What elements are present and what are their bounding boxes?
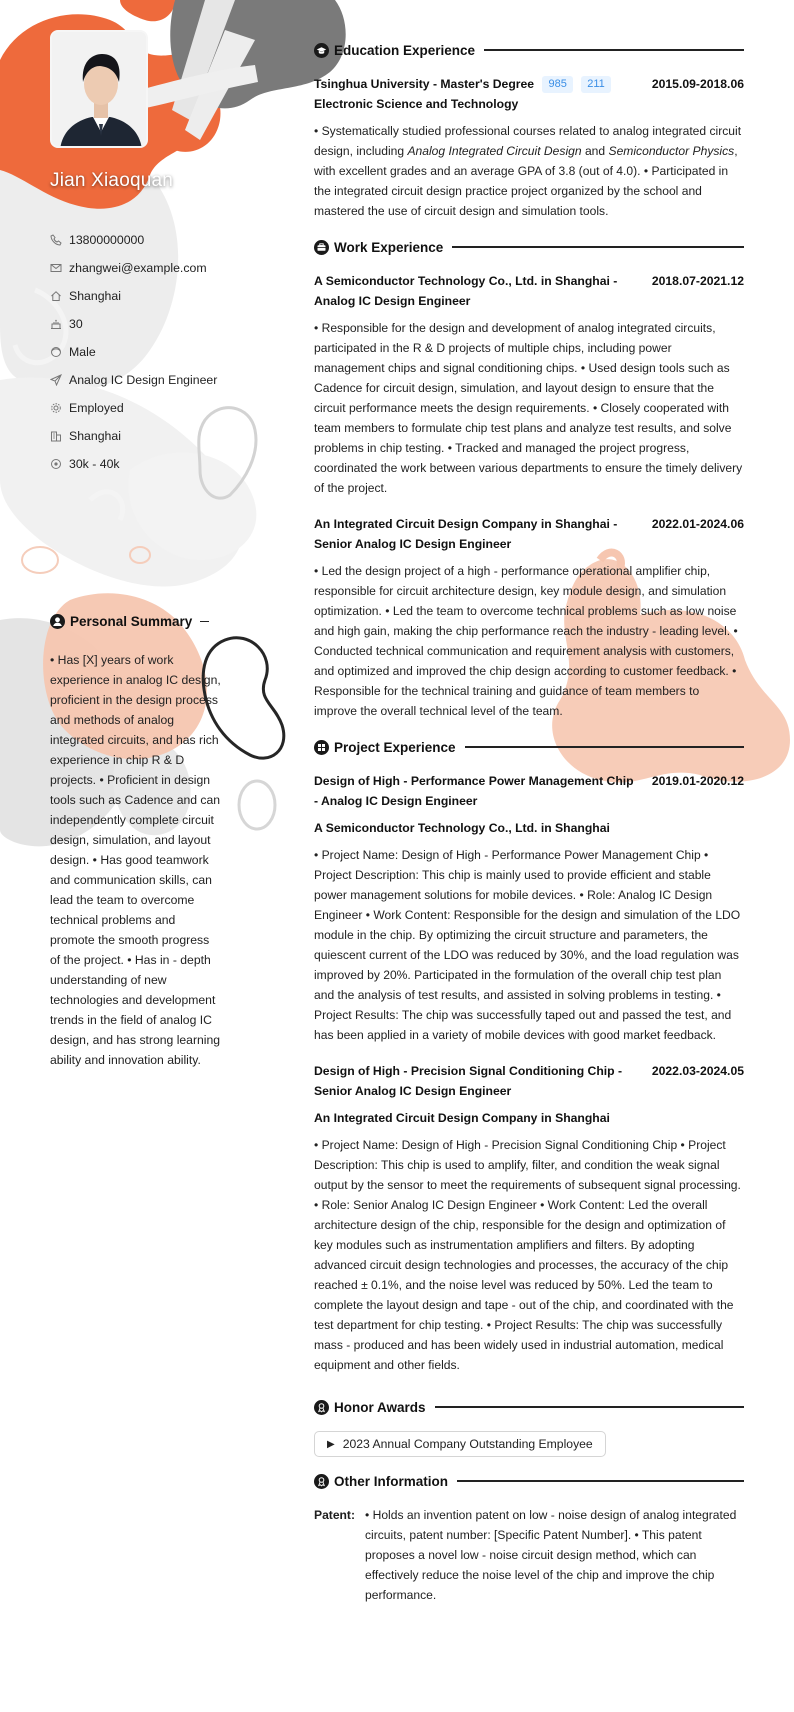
- candidate-name: Jian Xiaoquan: [50, 170, 174, 191]
- info-phone: [50, 231, 250, 250]
- work-divider: [452, 246, 744, 247]
- patent-row: [314, 1505, 744, 1605]
- home-icon: [50, 290, 62, 302]
- project-entry: [314, 771, 744, 1045]
- grid-icon: [314, 740, 329, 755]
- patent-label: Patent:: [314, 1508, 355, 1522]
- info-salary-value: 30k - 40k: [69, 457, 120, 471]
- project-divider: [465, 746, 744, 747]
- briefcase-icon: [314, 240, 329, 255]
- honors-section: [314, 1397, 744, 1471]
- project-entry: [314, 1061, 744, 1375]
- education-divider: [484, 49, 744, 50]
- summary-text: • Has [X] years of work experience in analog IC design, proficient in the design process and methods of analog integrated circuits, and has rich experience in chip R & D projects. • Proficient in design tools such as Cadence and can independently complete circuit design, simulation, and layout design. • Has good teamwork and communication skills, can lead the team to overcome technical problems and promote the smooth progress of the project. • Has in - depth understanding of new technologies and development trends in the field of analog IC design, and has strong learning ability and innovation ability.: [50, 653, 221, 1067]
- info-city: [50, 427, 250, 446]
- honors-title: Honor Awards: [334, 1399, 426, 1415]
- education-title: Education Experience: [334, 42, 476, 58]
- other-heading: [314, 1471, 744, 1491]
- project-entry-date: 2022.03-2024.05: [651, 1064, 744, 1078]
- cake-icon: [50, 318, 62, 330]
- education-school-line: [314, 74, 611, 94]
- medal-icon: [314, 1474, 329, 1489]
- project-title: Project Experience: [334, 739, 456, 755]
- info-gender: [50, 343, 250, 362]
- work-entry-title: A Semiconductor Technology Co., Ltd. in Shanghai - Analog IC Design Engineer: [314, 274, 618, 308]
- course-analog-ic: Analog Integrated Circuit Design: [407, 144, 582, 158]
- work-entry-date: 2018.07-2021.12: [651, 274, 744, 288]
- info-position: [50, 371, 250, 390]
- honor-item[interactable]: [314, 1431, 606, 1457]
- project-section: [314, 737, 744, 1375]
- send-icon: [50, 374, 62, 386]
- other-section: [314, 1471, 744, 1605]
- course-semiconductor-physics: Semiconductor Physics: [608, 144, 735, 158]
- honor-item-label: 2023 Annual Company Outstanding Employee: [342, 1437, 593, 1451]
- summary-divider: [200, 621, 209, 622]
- info-status: [50, 399, 250, 418]
- phone-icon: [50, 234, 62, 246]
- graduation-cap-icon: [314, 43, 329, 58]
- summary-heading: [50, 614, 209, 629]
- work-entry-description: • Led the design project of a high - performance operational amplifier chip, responsible for circuit architecture design, key module design, and simulation optimization. • Led the team to overcome technical problems such as low noise and high gain, making the chip performance reach the industry - leading level. • Conducted technical communication and requirement analysis with customers, and optimized and improved the chip design according to customer feedback. • Responsible for the technical training and guidance of team members to improve the overall technical level of the team.: [314, 564, 738, 718]
- other-title: Other Information: [334, 1473, 448, 1489]
- badge-211: 211: [581, 76, 611, 93]
- play-icon: ▶: [327, 1438, 335, 1450]
- work-entry-title: An Integrated Circuit Design Company in Shanghai - Senior Analog IC Design Engineer: [314, 517, 618, 551]
- award-icon: [314, 1400, 329, 1415]
- main-content: [314, 40, 744, 1605]
- info-salary: [50, 455, 250, 474]
- work-title: Work Experience: [334, 239, 444, 255]
- badge-985: 985: [542, 76, 572, 93]
- info-status-value: Employed: [69, 401, 124, 415]
- contact-info-list: [50, 231, 250, 483]
- project-entry-description: • Project Name: Design of High - Performance Power Management Chip • Project Description: This chip is mainly used to provide efficient and stable power management solutions for mobile devices. • Role: Analog IC Design Engineer • Work Content: Responsible for the design and simulation of the LDO module in the chip. By optimizing the circuit structure and parameters, the quiescent current of the LDO was reduced by 30%, and the load regulation was improved by 20%. Participated in the formulation of the overall chip test plan and the analysis of test results, and assisted in solving problems in testing. • Project Results: The chip was successfully taped out and passed the test, and has been applied in a variety of mobile devices with good market feedback.: [314, 848, 741, 1042]
- work-entry-description: • Responsible for the design and development of analog integrated circuits, participated in the R & D projects of multiple chips, including power management chips and signal conditioning chips. • Used design tools such as Cadence for circuit design, simulation, and layout design to ensure that the circuit performance meets the design requirements. • Closely cooperated with team members to formulate chip test plans and analyze test results, and solve problems in chip testing. • Tracked and managed the project progress, coordinated the work between various departments to ensure the timely delivery of the project.: [314, 321, 743, 495]
- work-heading: [314, 237, 744, 257]
- user-circle-icon: [50, 614, 65, 629]
- project-entry-company: A Semiconductor Technology Co., Ltd. in Shanghai: [314, 821, 610, 835]
- sidebar: [0, 0, 280, 1712]
- project-entry-title: Design of High - Precision Signal Conditioning Chip - Senior Analog IC Design Engineer: [314, 1064, 623, 1098]
- info-location-value: Shanghai: [69, 289, 121, 303]
- info-location: [50, 287, 250, 306]
- info-phone-value: 13800000000: [69, 233, 145, 247]
- other-divider: [457, 1480, 744, 1481]
- email-icon: [50, 262, 62, 274]
- building-icon: [50, 430, 62, 442]
- info-email-value: zhangwei@example.com: [69, 261, 207, 275]
- work-section: [314, 237, 744, 721]
- coin-icon: [50, 458, 62, 470]
- info-email: [50, 259, 250, 278]
- education-school: Tsinghua University - Master's Degree: [314, 77, 535, 91]
- education-entry: [314, 74, 744, 221]
- info-gender-value: Male: [69, 345, 96, 359]
- gear-icon: [50, 402, 62, 414]
- honors-divider: [435, 1406, 744, 1407]
- project-entry-company: An Integrated Circuit Design Company in Shanghai: [314, 1111, 610, 1125]
- info-position-value: Analog IC Design Engineer: [69, 373, 218, 387]
- education-section: [314, 40, 744, 221]
- gender-icon: [50, 346, 62, 358]
- work-entry: [314, 514, 744, 721]
- honors-heading: [314, 1397, 744, 1417]
- summary-title: Personal Summary: [70, 614, 193, 629]
- education-description: • Systematically studied professional courses related to analog integrated circuit design, including Analog Integrated Circuit Design and Semiconductor Physics, with excellent grades and an average GPA of 3.8 (out of 4.0). • Participated in the integrated circuit design practice project organized by the school and mastered the use of circuit design and simulation tools.: [314, 124, 742, 218]
- avatar: [52, 32, 148, 148]
- education-major: Electronic Science and Technology: [314, 97, 519, 111]
- info-age-value: 30: [69, 317, 83, 331]
- info-city-value: Shanghai: [69, 429, 121, 443]
- project-entry-date: 2019.01-2020.12: [651, 774, 744, 788]
- project-heading: [314, 737, 744, 757]
- work-entry-date: 2022.01-2024.06: [651, 517, 744, 531]
- profile-photo: [50, 30, 148, 148]
- project-entry-title: Design of High - Performance Power Management Chip - Analog IC Design Engineer: [314, 774, 634, 808]
- project-entry-description: • Project Name: Design of High - Precision Signal Conditioning Chip • Project Description: This chip is used to amplify, filter, and condition the weak signal output by the sensor to meet the requirements of subsequent signal processing. • Role: Senior Analog IC Design Engineer • Work Content: Led the overall architecture design of the chip, responsible for the design and optimization of key modules such as instrumentation amplifiers and filters. By adopting advanced circuit design technologies and processes, the accuracy of the chip reached ± 0.1%, and the noise level was reduced by 50%. Led the team to complete the layout design and tape - out of the chip, and coordinated with the test department for chip testing. • Project Results: The chip was successfully mass - produced and has been widely used in industrial automation, medical equipment and other fields.: [314, 1138, 741, 1372]
- education-date: 2015.09-2018.06: [651, 77, 744, 91]
- work-entry: [314, 271, 744, 498]
- patent-text: • Holds an invention patent on low - noise design of analog integrated circuits, patent number: [Specific Patent Number]. • This patent proposes a novel low - noise circuit design method, which can effectively reduce the noise level of the chip and improve the chip performance.: [365, 1508, 737, 1602]
- info-age: [50, 315, 250, 334]
- education-heading: [314, 40, 744, 60]
